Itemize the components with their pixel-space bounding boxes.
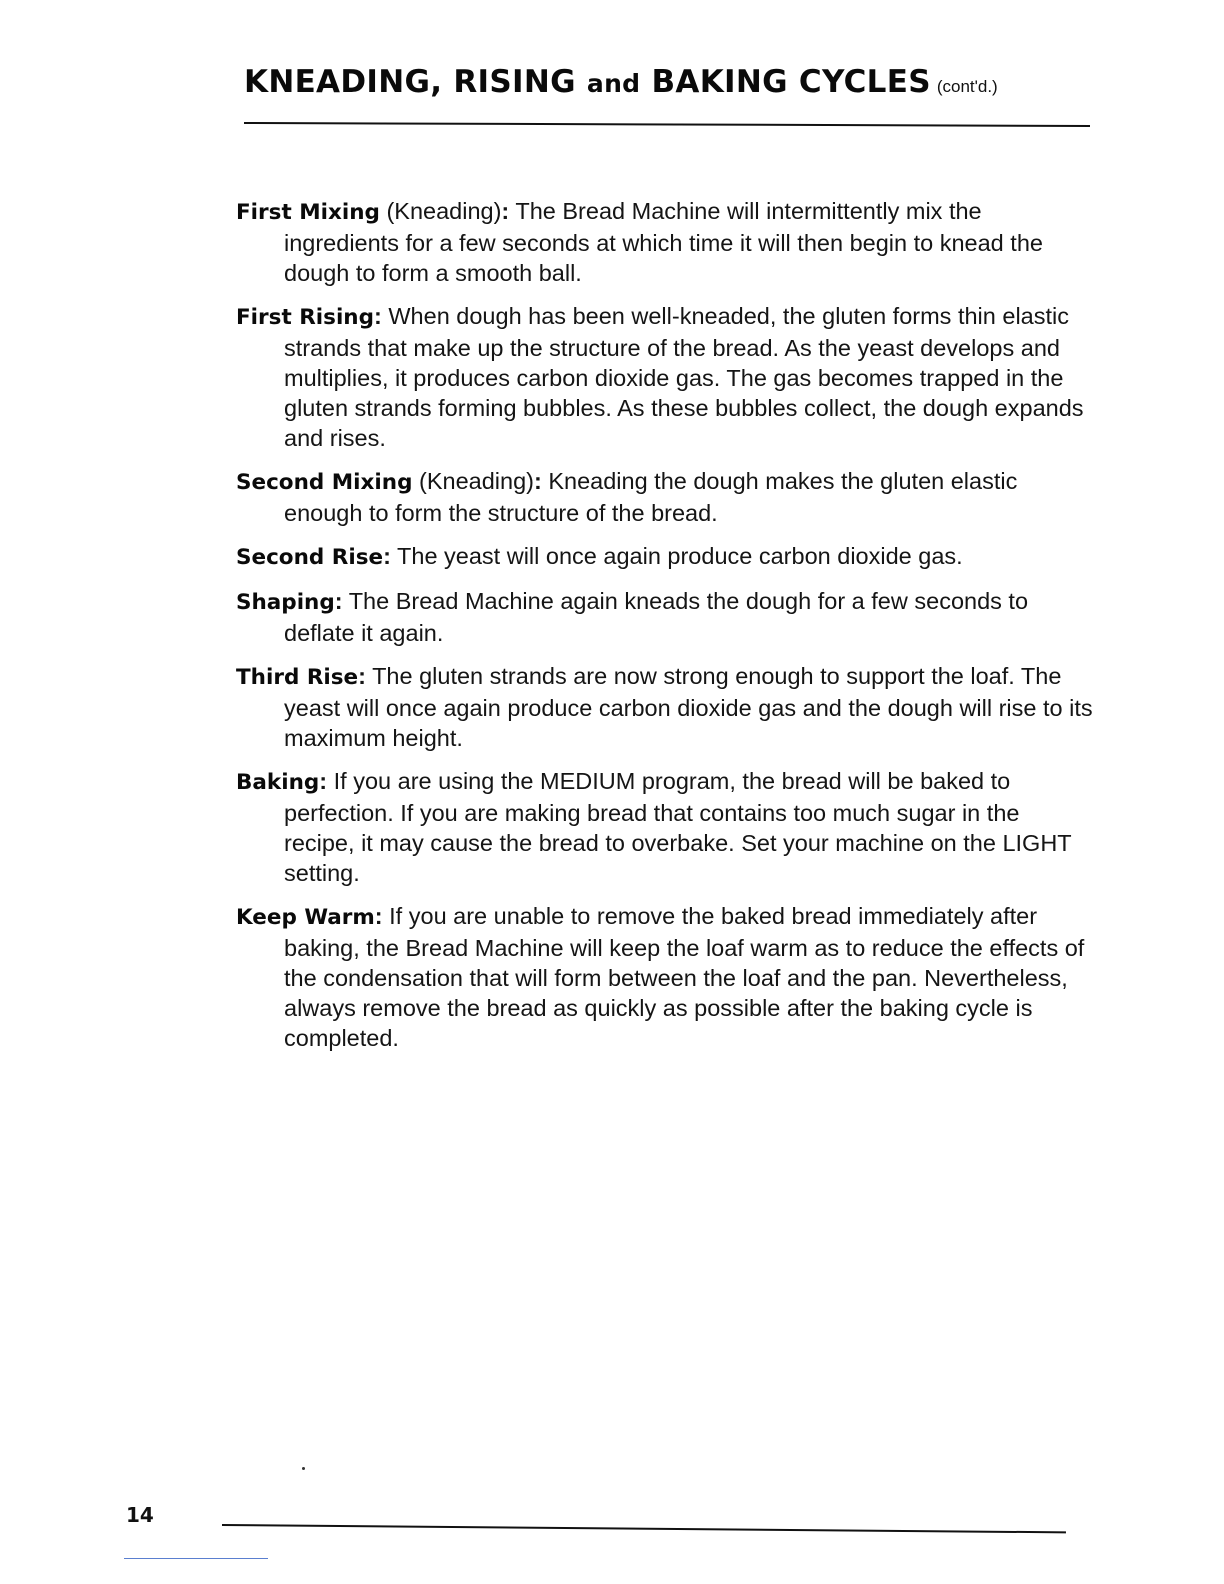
page-number: 14 (126, 1503, 154, 1527)
footer-rule (222, 1524, 1066, 1533)
page-title (244, 64, 931, 100)
entry-term: Shaping (236, 590, 335, 615)
entry-second-mixing: Second Mixing (Kneading): Kneading the dough makes the gluten elastic enough to form the structure of the bread. (236, 468, 1018, 526)
entry-term: Second Rise (236, 545, 384, 570)
title-and: and (586, 69, 641, 98)
entry-text: The Bread Machine again kneads the dough for a few seconds to deflate it again. (284, 588, 1029, 646)
entry-text: When dough has been well-kneaded, the gluten forms thin elastic strands that make up the structure of the bread. As the yeast develops and multiplies, it produces carbon dioxide gas. The gas becomes trapped in the gluten strands forming bubbles. As these bubbles collect, the dough expands and rises. (284, 303, 1084, 451)
entry-term: Baking (236, 770, 320, 795)
entry-term: First Rising (236, 305, 375, 330)
entry-term: First Mixing (236, 200, 380, 225)
entry-term-note: (Kneading) (412, 468, 534, 494)
entry-shaping: Shaping: The Bread Machine again kneads the dough for a few seconds to deflate it again. (236, 588, 1029, 646)
title-note: (cont'd.) (936, 77, 998, 96)
entry-term: Third Rise (236, 665, 359, 690)
entry-term: Keep Warm (236, 905, 375, 930)
entry-baking: Baking: If you are using the MEDIUM program, the bread will be baked to perfection. If you are making bread that contains too much sugar in the recipe, it may cause the bread to overbake. Set your machine on the LIGHT setting. (236, 768, 1072, 886)
entry-text: Kneading the dough makes the gluten elastic enough to form the structure of the bread. (284, 468, 1018, 526)
entry-text: If you are unable to remove the baked bread immediately after baking, the Bread Machine will keep the loaf warm as to reduce the effects of the condensation that will form between the loaf and the pan. Nevertheless, always remove the bread as quickly as possible after the baking cycle is completed. (284, 903, 1085, 1051)
title-part-1: KNEADING, RISING (244, 64, 587, 100)
cycle-descriptions (236, 196, 1096, 1066)
entry-term: Second Mixing (236, 470, 413, 495)
title-part-2: BAKING CYCLES (640, 64, 931, 100)
entry-third-rise: Third Rise: The gluten strands are now strong enough to support the loaf. The yeast will once again produce carbon dioxide gas and the dough will rise to its maximum height. (236, 663, 1093, 751)
entry-text: The yeast will once again produce carbon dioxide gas. (397, 543, 963, 569)
entry-text: The gluten strands are now strong enough to support the loaf. The yeast will once again produce carbon dioxide gas and the dough will rise to its maximum height. (284, 663, 1093, 751)
entry-keep-warm: Keep Warm: If you are unable to remove the baked bread immediately after baking, the Bread Machine will keep the loaf warm as to reduce the effects of the condensation that will form between the loaf and the pan. Nevertheless, always remove the bread as quickly as possible after the baking cycle is completed. (236, 903, 1085, 1051)
entry-text: If you are using the MEDIUM program, the bread will be baked to perfection. If you are making bread that contains too much sugar in the recipe, it may cause the bread to overbake. Set your machine on the LIGHT setting. (284, 768, 1072, 886)
entry-term-note: (Kneading) (379, 198, 502, 224)
header-rule (244, 122, 1090, 127)
entry-first-mixing: First Mixing (Kneading): The Bread Machine will intermittently mix the ingredients for a few seconds at which time it will then begin to knead the dough to form a smooth ball. (236, 198, 1043, 286)
entry-first-rising: First Rising: When dough has been well-kneaded, the gluten forms thin elastic strands that make up the structure of the bread. As the yeast develops and multiplies, it produces carbon dioxide gas. The gas becomes trapped in the gluten strands forming bubbles. As these bubbles collect, the dough expands and rises. (236, 303, 1084, 451)
entry-second-rise: Second Rise: The yeast will once again produce carbon dioxide gas. (236, 543, 963, 570)
entry-text: The Bread Machine will intermittently mix the ingredients for a few seconds at which time it will then begin to knead the dough to form a smooth ball. (284, 198, 1043, 286)
page-header (244, 64, 1104, 100)
stray-dot (302, 1467, 305, 1470)
corner-mark (124, 1558, 268, 1559)
